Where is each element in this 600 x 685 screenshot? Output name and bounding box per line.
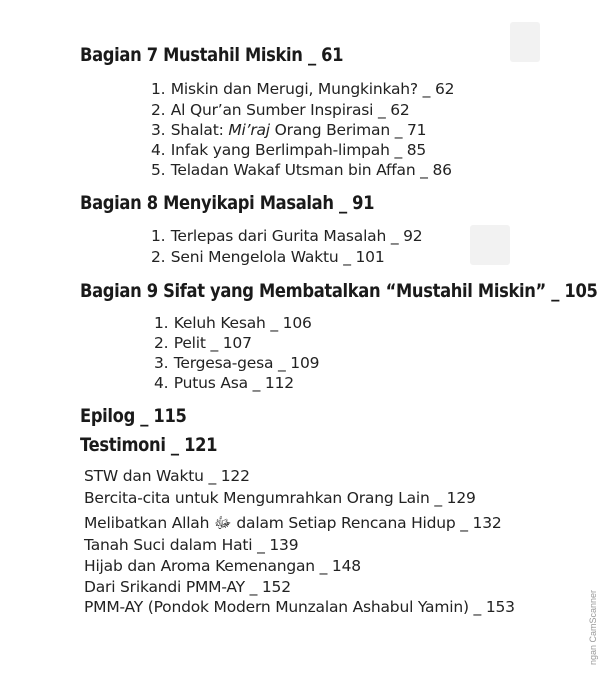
testimoni-heading: Testimoni _ 121 xyxy=(80,434,218,456)
toc-entry: 2. Al Qur’an Sumber Inspirasi _ 62 xyxy=(151,101,410,119)
toc-entry: 2. Pelit _ 107 xyxy=(154,334,252,352)
toc-entry: 3. Shalat: Mi’raj Orang Beriman _ 71 xyxy=(151,121,427,139)
testimoni-entry: Dari Srikandi PMM-AY _ 152 xyxy=(84,578,291,596)
toc-entry: 2. Seni Mengelola Waktu _ 101 xyxy=(151,248,385,266)
bleed-through-mark xyxy=(510,22,540,62)
toc-entry: 3. Tergesa-gesa _ 109 xyxy=(154,354,320,372)
toc-entry: 5. Teladan Wakaf Utsman bin Affan _ 86 xyxy=(151,161,452,179)
testimoni-entry: STW dan Waktu _ 122 xyxy=(84,467,250,485)
testimoni-entry: PMM-AY (Pondok Modern Munzalan Ashabul Yamin) _ 153 xyxy=(84,598,515,616)
toc-entry: 1. Terlepas dari Gurita Masalah _ 92 xyxy=(151,227,423,245)
section-heading: Bagian 7 Mustahil Miskin _ 61 xyxy=(80,44,344,66)
epilog-heading: Epilog _ 115 xyxy=(80,405,187,427)
toc-entry: 1. Miskin dan Merugi, Mungkinkah? _ 62 xyxy=(151,80,455,98)
testimoni-entry: Hijab dan Aroma Kemenangan _ 148 xyxy=(84,557,361,575)
section-heading: Bagian 9 Sifat yang Membatalkan “Mustahil Miskin” _ 105 xyxy=(80,280,598,302)
testimoni-entry: Bercita-cita untuk Mengumrahkan Orang Lain _ 129 xyxy=(84,489,476,507)
bleed-through-mark xyxy=(470,225,510,265)
scanner-watermark: ngan CamScanner xyxy=(588,590,598,666)
testimoni-entry: Melibatkan Allah ﷻ dalam Setiap Rencana Hidup _ 132 xyxy=(84,514,502,532)
toc-entry: 4. Infak yang Berlimpah-limpah _ 85 xyxy=(151,141,427,159)
toc-entry: 1. Keluh Kesah _ 106 xyxy=(154,314,312,332)
toc-entry: 4. Putus Asa _ 112 xyxy=(154,374,294,392)
testimoni-entry: Tanah Suci dalam Hati _ 139 xyxy=(84,536,299,554)
section-heading: Bagian 8 Menyikapi Masalah _ 91 xyxy=(80,192,375,214)
